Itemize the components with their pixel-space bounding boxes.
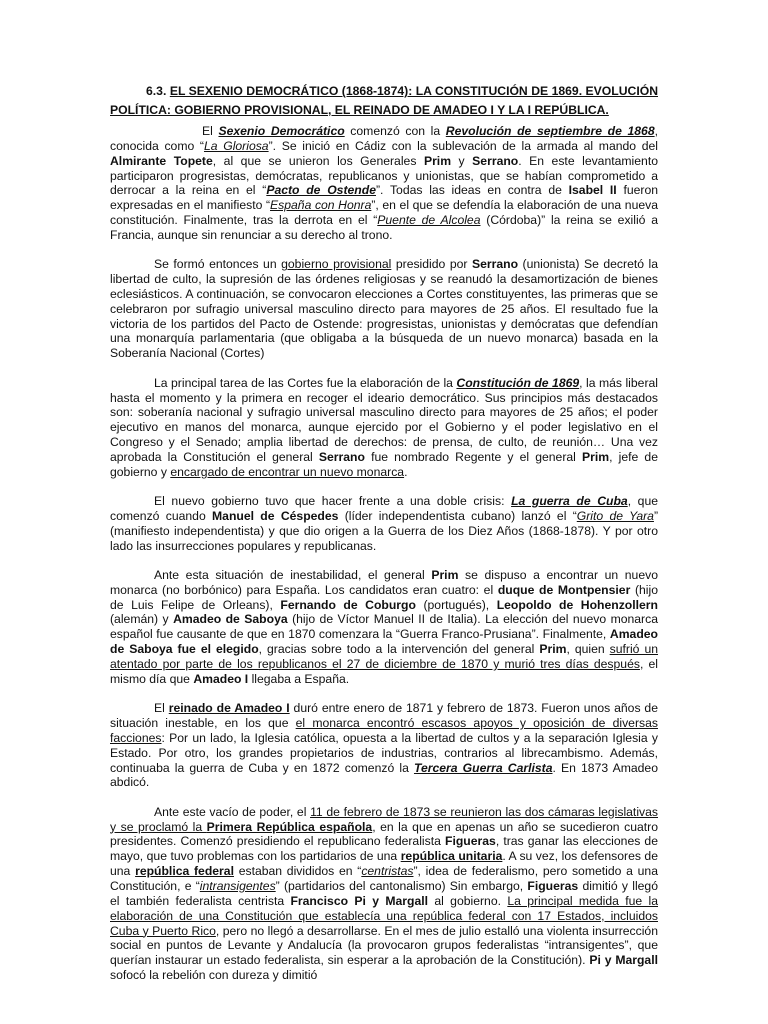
text: El: [202, 124, 219, 138]
paragraph-2: [110, 257, 658, 361]
paragraph-6: [110, 701, 658, 790]
text: Ante esta situación de inestabilidad, el general: [154, 567, 432, 582]
emphasis: reinado de Amadeo I: [168, 701, 290, 716]
emphasis: Figueras: [445, 834, 496, 849]
emphasis: Manuel de Céspedes: [212, 508, 339, 523]
emphasis: intransigentes: [199, 878, 276, 893]
emphasis: Constitución de 1869: [456, 375, 580, 390]
text: , conocida como “: [110, 124, 658, 153]
text: dimitió y llegó el también federalista centrista: [110, 878, 658, 908]
text: El: [154, 701, 169, 716]
text: ” (partidarios del cantonalismo) Sin embargo,: [275, 878, 528, 893]
emphasis: Serrano: [471, 257, 519, 272]
emphasis: Amadeo de Saboya fue el elegido: [110, 627, 658, 657]
emphasis: Serrano: [472, 153, 519, 168]
text: estaban divididos en “: [233, 864, 362, 879]
text: , tras ganar las elecciones de mayo, que tuvo problemas con los partidarios de una: [110, 834, 658, 864]
text: La principal tarea de las Cortes fue la elaboración de la: [154, 375, 457, 390]
text: , pero no llegó a desarrollarse. En el mes de julio estalló una violenta insurrección social en puntos de Levante y Andalucía (la provocaron grupos federalistas “intransigentes”, que querían instaurar un estado federalista, sin esperar a la aprobación de la Constitución).: [110, 923, 658, 968]
text: comenzó con la: [344, 124, 446, 138]
text: , jefe de gobierno y: [110, 449, 658, 479]
text: (unionista) Se decretó la libertad de culto, la supresión de las órdenes religiosas y se reanudó la desamortización de bienes eclesiásticos. A continuación, se convocaron elecciones a Cortes constituyentes, las primeras que se celebraron por sufragio universal masculino directo para mayores de 25 años. El resultado fue la victoria de los partidos del Pacto de Ostende: progresistas, unionistas y demócratas que defendían una monarquía parlamentaria (que obligaba a la búsqueda de un nuevo monarca) basada en la Soberanía Nacional (Cortes): [110, 257, 659, 361]
text: , quien: [566, 642, 610, 657]
paragraph-5: [110, 568, 658, 687]
section-title-text: EL SEXENIO DEMOCRÁTICO (1868-1874): LA CONSTITUCIÓN DE 1869. EVOLUCIÓN POLÍTICA: GOBIERNO PROVISIONAL, EL REINADO DE AMADEO I Y LA I REPÚBLICA.: [110, 84, 658, 117]
emphasis: encargado de encontrar un nuevo monarca: [170, 464, 405, 479]
text: , al que se unieron los Generales: [212, 153, 424, 168]
emphasis: 11 de febrero de 1873 se reunieron las dos cámaras legislativas y se proclamó la: [110, 804, 658, 834]
paragraph-3: [110, 376, 658, 480]
text: fueron expresadas en el manifiesto “: [110, 183, 659, 213]
emphasis: La principal medida fue la elaboración de una Constitución que establecía una república federal con 17 Estados, incluidos Cuba y Puerto Rico: [110, 893, 659, 938]
text: fue nombrado Regente y el general: [364, 449, 583, 464]
text: : Por un lado, la Iglesia católica, opuesta a la libertad de cultos y a la separación Iglesia y Estado. Por otro, los grandes propietarios de industrias, contrarios al librecambismo. Además, continuaba la guerra de Cuba y en 1872 comenzó la: [110, 730, 658, 775]
emphasis: Tercera Guerra Carlista: [413, 760, 553, 775]
emphasis: Sexenio Democrático: [218, 124, 345, 138]
text: presidido por: [391, 257, 472, 272]
emphasis: Revolución de septiembre de 1868: [445, 124, 655, 138]
text: .: [404, 464, 408, 479]
text: , en la que en apenas un año se sucedieron cuatro presidentes. Comenzó presidiendo el republicano federalista: [110, 819, 658, 849]
text: (hijo de Víctor Manuel II de Italia). La elección del nuevo monarca español fue causante de que en 1870 comenzara la “Guerra Franco-Prusiana”. Finalmente,: [110, 612, 658, 642]
emphasis: Francisco Pi y Margall: [290, 893, 429, 908]
text: , la más liberal hasta el momento y la primera en recoger el ideario democrático. Sus principios más destacados son: soberanía nacional y sufragio universal masculino directo para mayores de 25 años; el poder ejecutivo en manos del monarca, aunque ejercido por el Gobierno y el poder legislativo en el Congreso y el Senado; amplia libertad de derechos: de prensa, de culto, de reunión… Una vez aprobada la Constitución el general: [110, 375, 658, 464]
paragraph-1: [110, 124, 658, 243]
text: Ante este vacío de poder, el: [154, 804, 311, 819]
emphasis: Figueras: [527, 878, 579, 893]
emphasis: república federal: [135, 864, 234, 879]
emphasis: duque de Montpensier: [497, 582, 631, 597]
paragraph-7: [110, 805, 658, 983]
text: sofocó la rebelión con dureza y dimitió: [110, 968, 318, 983]
text: llegaba a España.: [248, 671, 350, 686]
emphasis: república unitaria: [400, 849, 503, 864]
section-number: 6.3.: [146, 84, 167, 98]
text: ”, en el que se defendía la elaboración de una nueva constitución. Finalmente, tras la derrota en el “: [110, 198, 658, 228]
text: . En 1873 Amadeo abdicó.: [110, 760, 658, 790]
emphasis: Prim: [423, 153, 452, 168]
emphasis: Fernando de Coburgo: [280, 597, 416, 612]
text: ”, idea de federalismo, pero sometido a una Constitución, e “: [110, 864, 658, 893]
paragraph-4: [110, 494, 658, 553]
text: El nuevo gobierno tuvo que hacer frente a una doble crisis:: [154, 494, 512, 509]
emphasis: Primera República española: [206, 819, 373, 834]
document-page: [110, 82, 658, 997]
emphasis: Pi y Margall: [589, 953, 658, 968]
emphasis: Grito de Yara: [576, 508, 654, 523]
emphasis: España con Honra: [270, 198, 372, 213]
text: ” (manifiesto independentista) y que dio origen a la Guerra de los Diez Años (1868-1878). Y por otro lado las insurrecciones populares y republicanas.: [110, 508, 659, 553]
text: , el mismo día que: [110, 657, 658, 686]
text: (hijo de Luis Felipe de Orleans),: [110, 582, 658, 612]
text: duró entre enero de 1871 y febrero de 1873. Fueron unos años de situación inestable, en los que: [110, 701, 658, 731]
emphasis: Pacto de Ostende: [266, 183, 376, 198]
emphasis: Puente de Alcolea: [377, 213, 481, 228]
text: (portugués),: [415, 597, 497, 612]
emphasis: Amadeo de Saboya: [173, 612, 288, 627]
text: y: [451, 153, 473, 168]
text: Se formó entonces un: [154, 257, 282, 272]
emphasis: Isabel II: [568, 183, 617, 198]
emphasis: centristas: [361, 864, 414, 879]
emphasis: Prim: [582, 449, 610, 464]
text: . En este levantamiento participaron progresistas, demócratas, republicanos y unionistas, que se habían comprometido a derrocar a la reina en el “: [110, 153, 658, 198]
emphasis: Amadeo I: [193, 671, 249, 686]
emphasis: Prim: [539, 642, 567, 657]
text: (Córdoba)” la reina se exilió a Francia, aunque sin renunciar a su derecho al trono.: [110, 213, 658, 242]
text: se dispuso a encontrar un nuevo monarca (no borbónico) para España. Los candidatos eran cuatro: el: [110, 567, 658, 597]
section-title: [110, 82, 658, 120]
emphasis: La Gloriosa: [203, 138, 269, 153]
text: al gobierno.: [428, 893, 508, 908]
text: ”. Todas las ideas en contra de: [375, 183, 569, 198]
text: (alemán) y: [110, 612, 174, 627]
emphasis: el monarca encontró escasos apoyos y oposición de diversas facciones: [110, 716, 658, 745]
emphasis: sufrió un atentado por parte de los republicanos el 27 de diciembre de 1870 y murió tres días después: [110, 642, 659, 671]
text: (líder independentista cubano) lanzó el “: [338, 508, 577, 523]
emphasis: Leopoldo de Hohenzollern: [496, 597, 658, 612]
emphasis: gobierno provisional: [281, 257, 392, 272]
text: ”. Se inició en Cádiz con la sublevación de la armada al mando del: [268, 138, 658, 153]
text: , que comenzó cuando: [110, 494, 658, 523]
emphasis: Prim: [431, 567, 459, 582]
emphasis: Almirante Topete: [110, 153, 213, 168]
emphasis: Serrano: [318, 449, 365, 464]
emphasis: La guerra de Cuba: [511, 494, 628, 509]
text: . A su vez, los defensores de una: [110, 849, 658, 879]
text: , gracias sobre todo a la intervención del general: [258, 642, 540, 657]
